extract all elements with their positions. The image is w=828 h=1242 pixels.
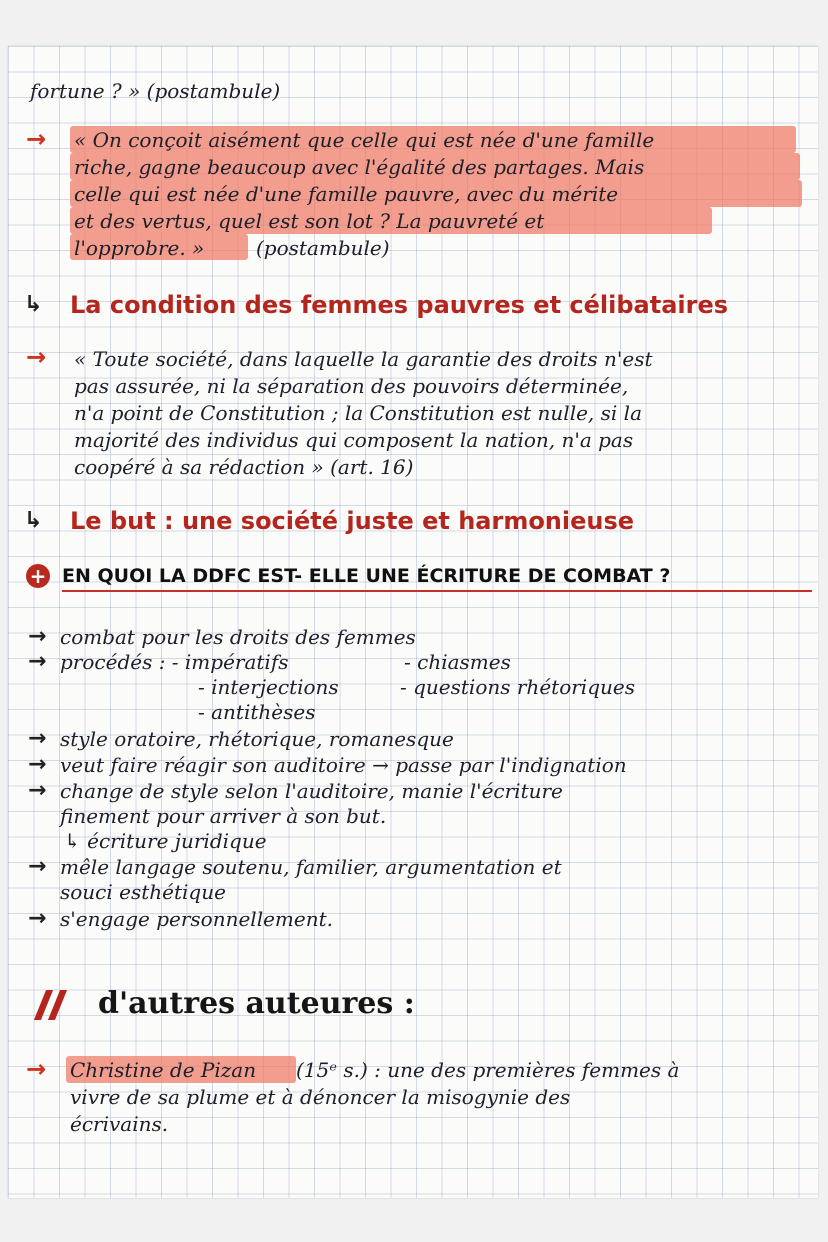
list-item: - antithèses xyxy=(198,700,316,724)
hook-arrow-icon: ↳ xyxy=(24,292,43,317)
text-line: (15ᵉ s.) : une des premières femmes à xyxy=(296,1058,680,1082)
list-item: style oratoire, rhétorique, romanesque xyxy=(60,727,454,751)
quote-reference: (postambule) xyxy=(256,236,390,260)
list-item: - chiasmes xyxy=(404,650,511,674)
list-item: veut faire réagir son auditoire → passe par l'indignation xyxy=(60,753,627,777)
plus-circle-icon: + xyxy=(26,564,50,588)
arrow-icon: → xyxy=(28,906,47,931)
arrow-icon: → xyxy=(28,624,47,649)
list-item: souci esthétique xyxy=(60,880,226,904)
quote-line: et des vertus, quel est son lot ? La pauvreté et xyxy=(74,209,545,233)
hook-arrow-icon: ↳ xyxy=(24,508,43,533)
text-line: écrivains. xyxy=(70,1112,169,1136)
quote-line: « On conçoit aisément que celle qui est née d'une famille xyxy=(74,128,655,152)
quote-line: pas assurée, ni la séparation des pouvoirs déterminée, xyxy=(74,374,629,398)
quote-line: « Toute société, dans laquelle la garantie des droits n'est xyxy=(74,347,653,371)
section-title: d'autres auteures : xyxy=(98,986,415,1021)
text-line: vivre de sa plume et à dénoncer la misogynie des xyxy=(70,1085,571,1109)
arrow-icon: → xyxy=(26,343,47,371)
arrow-icon: → xyxy=(28,778,47,803)
section-heading: Le but : une société juste et harmonieuse xyxy=(70,507,635,535)
question-heading: EN QUOI LA DDFC EST- ELLE UNE ÉCRITURE DE COMBAT ? xyxy=(62,565,671,587)
arrow-icon: → xyxy=(26,1055,47,1083)
arrow-icon: → xyxy=(26,125,47,153)
section-heading: La condition des femmes pauvres et célibataires xyxy=(70,291,729,319)
quote-line: celle qui est née d'une famille pauvre, avec du mérite xyxy=(74,182,619,206)
notebook-page xyxy=(8,46,818,1198)
quote-line: coopéré à sa rédaction » (art. 16) xyxy=(74,455,414,479)
list-item: procédés : - impératifs xyxy=(60,650,289,674)
list-item: - questions rhétoriques xyxy=(400,675,635,699)
quote-line: l'opprobre. » xyxy=(74,236,205,260)
list-item: finement pour arriver à son but. xyxy=(60,804,387,828)
author-name: Christine de Pizan xyxy=(70,1058,257,1082)
list-item: - interjections xyxy=(198,675,339,699)
quote-line: riche, gagne beaucoup avec l'égalité des partages. Mais xyxy=(74,155,645,179)
list-item: ↳ écriture juridique xyxy=(64,829,267,853)
arrow-icon: → xyxy=(28,854,47,879)
list-item: combat pour les droits des femmes xyxy=(60,625,416,649)
arrow-icon: → xyxy=(28,752,47,777)
list-item: change de style selon l'auditoire, manie l'écriture xyxy=(60,779,563,803)
list-item: s'engage personnellement. xyxy=(60,907,334,931)
list-item: mêle langage soutenu, familier, argumentation et xyxy=(60,855,562,879)
text-line: fortune ? » (postambule) xyxy=(30,79,281,103)
underline xyxy=(62,590,812,592)
quote-line: n'a point de Constitution ; la Constitution est nulle, si la xyxy=(74,401,642,425)
arrow-icon: → xyxy=(28,726,47,751)
quote-line: majorité des individus qui composent la nation, n'a pas xyxy=(74,428,634,452)
arrow-icon: → xyxy=(28,649,47,674)
